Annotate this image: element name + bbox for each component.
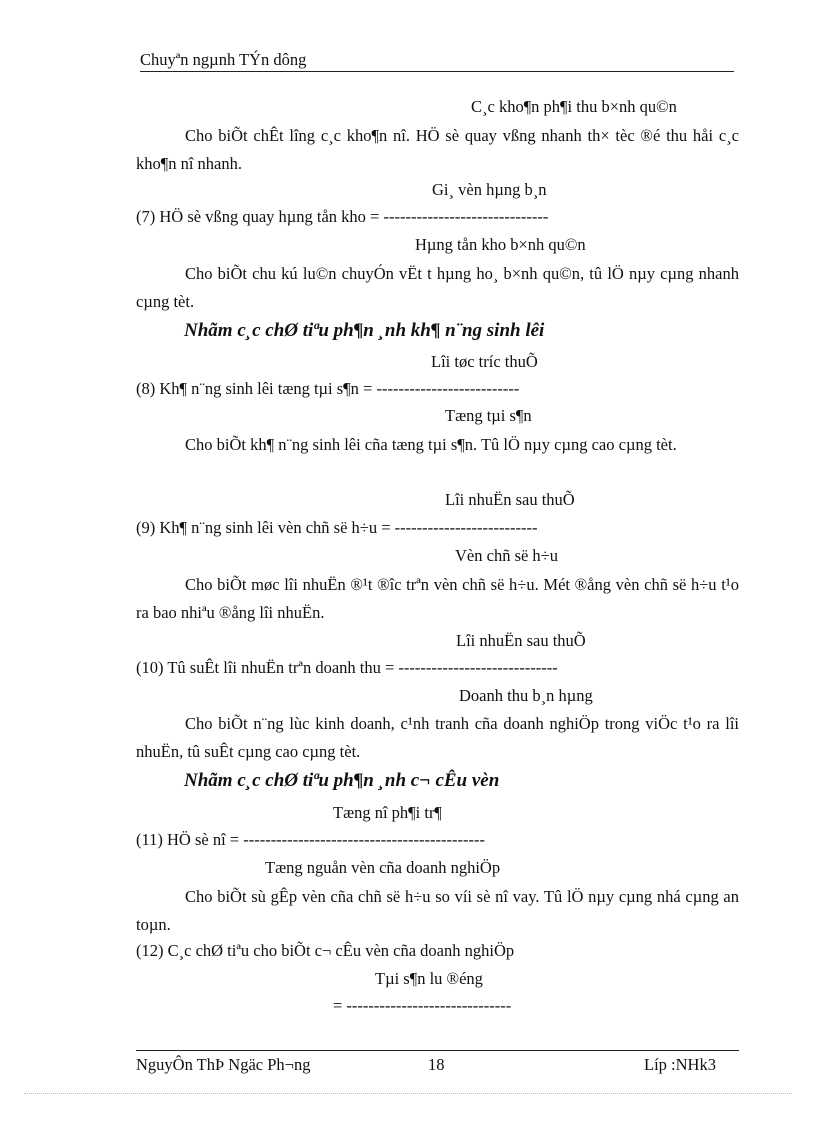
- formula-numerator-net-profit: Lîi nhuËn sau thuÕ: [445, 490, 575, 509]
- formula-numerator-liabilities: Tæng nî ph¶i tr¶: [333, 803, 442, 822]
- formula-inventory-turnover: (7) HÖ sè vßng quay hµng tån kho = ------------------------------: [136, 207, 549, 226]
- footer-divider: [136, 1050, 739, 1051]
- formula-numerator-ebt: Lîi tøc tríc thuÕ: [431, 352, 538, 371]
- footer-class: Líp :NHk3: [644, 1055, 716, 1074]
- formula-numerator-current-assets: Tµi s¶n lu ®éng: [375, 969, 483, 988]
- section-heading-capital-structure: Nhãm c¸c chØ tiªu ph¶n ¸nh c¬ cÊu vèn: [184, 770, 500, 791]
- formula-denominator-inventory: Hµng tån kho b×nh qu©n: [415, 235, 586, 254]
- paragraph-inventory: Cho biÕt chu kú lu©n chuyÓn vËt t hµng ho¸ b×nh qu©n, tû lÖ nµy cµng nhanh cµng tèt.: [136, 264, 739, 311]
- paragraph-receivables: Cho biÕt chÊt lîng c¸c kho¶n nî. HÖ sè quay vßng nhanh th× tèc ®é thu håi c¸c kho¶n nî nhanh.: [136, 126, 739, 173]
- page-header: [140, 50, 734, 72]
- footer-author: NguyÔn ThÞ Ngäc Ph¬ng: [136, 1055, 311, 1074]
- formula-current-assets-line: = ------------------------------: [333, 996, 512, 1015]
- paragraph-roa: Cho biÕt kh¶ n¨ng sinh lêi cña tæng tµi s¶n. Tû lÖ nµy cµng cao cµng tèt.: [185, 435, 677, 454]
- formula-debt-ratio: (11) HÖ sè nî = --------------------------------------------: [136, 830, 485, 849]
- formula-denominator-revenue: Doanh thu b¸n hµng: [459, 686, 593, 705]
- section-heading-profitability: Nhãm c¸c chØ tiªu ph¶n ¸nh kh¶ n¨ng sinh lêi: [184, 320, 545, 341]
- formula-numerator-receivables: C¸c kho¶n ph¶i thu b×nh qu©n: [471, 97, 677, 116]
- formula-denominator-total-assets: Tæng tµi s¶n: [445, 406, 532, 425]
- header-title: Chuyªn ngµnh TÝn dông: [140, 50, 307, 69]
- formula-roe: (9) Kh¶ n¨ng sinh lêi vèn chñ së h÷u = --------------------------: [136, 518, 538, 537]
- footer-page-number: 18: [428, 1055, 445, 1074]
- paragraph-profit-margin: Cho biÕt n¨ng lùc kinh doanh, c¹nh tranh cña doanh nghiÖp trong viÖc t¹o ra lîi nhuËn, tû suÊt cµng cao cµng tèt.: [136, 714, 739, 761]
- formula-numerator-cogs: Gi¸ vèn hµng b¸n: [432, 180, 547, 199]
- paragraph-debt-ratio: Cho biÕt sù gÊp vèn cña chñ së h÷u so víi sè nî vay. Tû lÖ nµy cµng nhá cµng an toµn.: [136, 887, 739, 934]
- formula-numerator-net-profit-2: Lîi nhuËn sau thuÕ: [456, 631, 586, 650]
- formula-roa: (8) Kh¶ n¨ng sinh lêi tæng tµi s¶n = --------------------------: [136, 379, 520, 398]
- capital-structure-item: (12) C¸c chØ tiªu cho biÕt c¬ cÊu vèn cña doanh nghiÖp: [136, 941, 515, 960]
- formula-denominator-total-capital: Tæng nguån vèn cña doanh nghiÖp: [265, 858, 501, 877]
- formula-profit-margin: (10) Tû suÊt lîi nhuËn trªn doanh thu = -----------------------------: [136, 658, 558, 677]
- formula-denominator-equity: Vèn chñ së h÷u: [455, 546, 558, 565]
- page-boundary-line: [24, 1093, 792, 1094]
- paragraph-roe: Cho biÕt møc lîi nhuËn ®¹t ®îc trªn vèn chñ së h÷u. Mét ®ång vèn chñ së h÷u t¹o ra bao nhiªu ®ång lîi nhuËn.: [136, 575, 739, 622]
